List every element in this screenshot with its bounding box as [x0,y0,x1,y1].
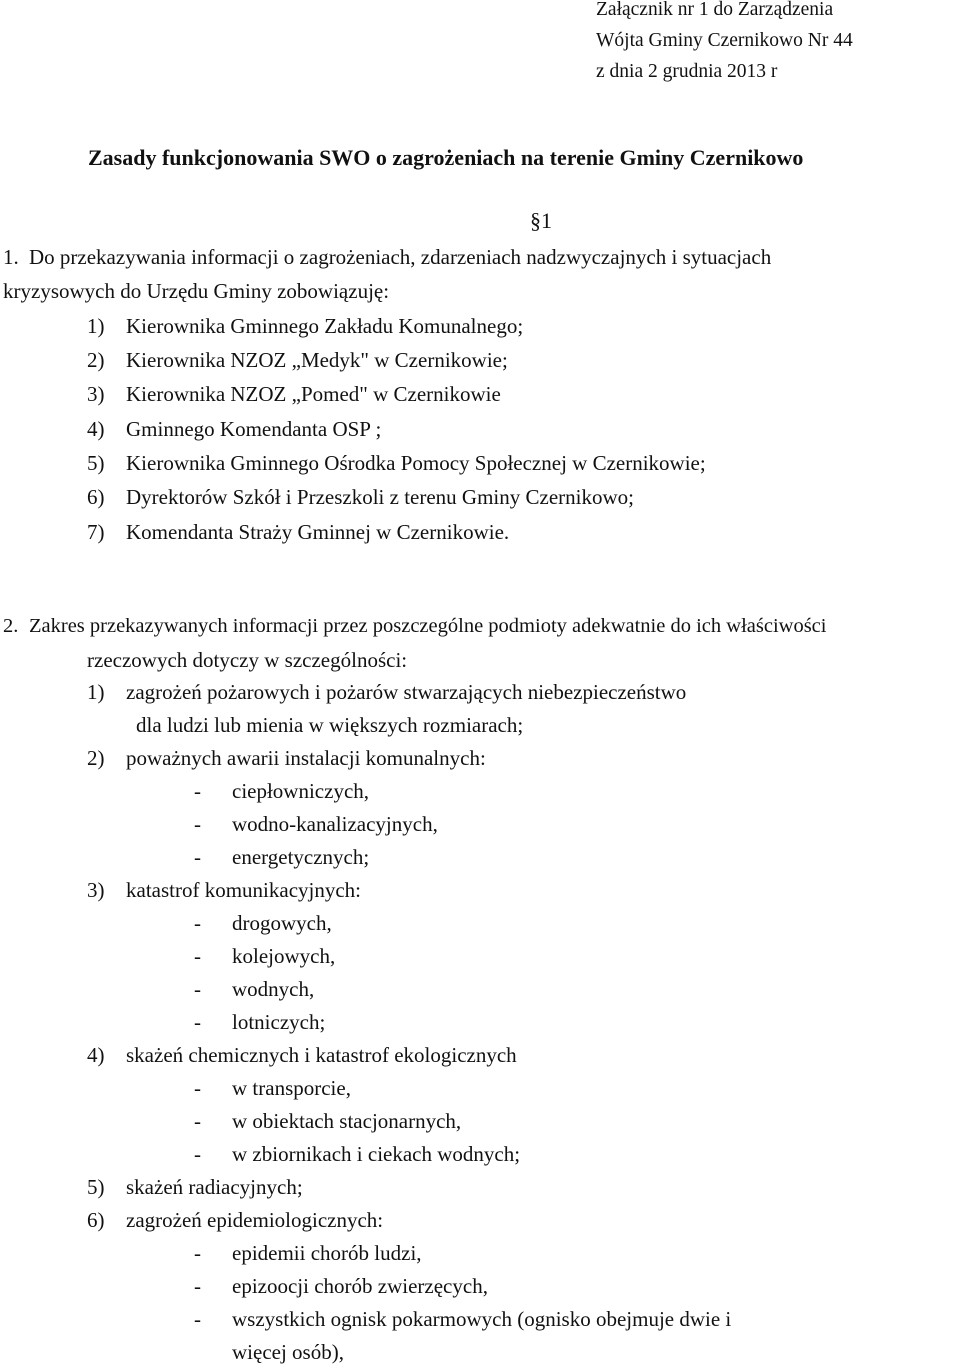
list-item: 5) skażeń radiacyjnych; [87,1175,303,1199]
list-item-continuation: dla ludzi lub mienia w większych rozmiarach; [136,713,524,737]
sub-list-item: - w transporcie, [194,1076,351,1100]
list-item: 3) katastrof komunikacyjnych: [87,878,362,902]
sub-list-item: - lotniczych; [194,1010,326,1034]
paragraph-1-line-2: kryzysowych do Urzędu Gminy zobowiązuję: [3,279,390,303]
sub-list-item: - epizoocji chorób zwierzęcych, [194,1274,488,1298]
list-item: 1) zagrożeń pożarowych i pożarów stwarzających niebezpieczeństwo [87,680,687,704]
list-item: 7) Komendanta Straży Gminnej w Czernikowie. [87,520,510,544]
list-item: 6) Dyrektorów Szkół i Przeszkoli z terenu Gminy Czernikowo; [87,485,634,509]
sub-list-item: - wszystkich ognisk pokarmowych (ognisko obejmuje dwie i [194,1307,732,1331]
sub-list-item: - epidemii chorób ludzi, [194,1241,422,1265]
paragraph-1-number: 1. [3,245,19,269]
sub-list-item: - drogowych, [194,911,332,935]
paragraph-2-line-1: 2. Zakres przekazywanych informacji przez poszczególne podmioty adekwatnie do ich właściwości [3,615,827,637]
sub-list-item: - kolejowych, [194,944,336,968]
header-line-3: z dnia 2 grudnia 2013 r [596,61,778,82]
sub-list-item: - w zbiornikach i ciekach wodnych; [194,1142,521,1166]
list-item: 3) Kierownika NZOZ „Pomed" w Czernikowie [87,382,501,406]
sub-list-item: - ciepłowniczych, [194,779,370,803]
list-item: 2) poważnych awarii instalacji komunalnych: [87,746,486,770]
paragraph-1-line-1: 1. Do przekazywania informacji o zagrożeniach, zdarzeniach nadzwyczajnych i sytuacjach [3,245,772,269]
list-item: 6) zagrożeń epidemiologicznych: [87,1208,384,1232]
sub-list-item: - w obiektach stacjonarnych, [194,1109,462,1133]
list-item: 2) Kierownika NZOZ „Medyk" w Czernikowie; [87,348,508,372]
list-item: 4) skażeń chemicznych i katastrof ekologicznych [87,1043,517,1067]
list-item: 1) Kierownika Gminnego Zakładu Komunalnego; [87,314,524,338]
paragraph-2-line-2: rzeczowych dotyczy w szczególności: [87,648,408,672]
list-item: 4) Gminnego Komendanta OSP ; [87,417,382,441]
list-item: 5) Kierownika Gminnego Ośrodka Pomocy Społecznej w Czernikowie; [87,451,706,475]
header-line-1: Załącznik nr 1 do Zarządzenia [596,0,834,20]
document-title: Zasady funkcjonowania SWO o zagrożeniach na terenie Gminy Czernikowo [88,145,804,170]
sub-list-item-continuation: więcej osób), [232,1340,344,1364]
sub-list-item: - wodno-kanalizacyjnych, [194,812,438,836]
paragraph-2-number: 2. [3,615,19,637]
sub-list-item: - energetycznych; [194,845,370,869]
header-line-2: Wójta Gminy Czernikowo Nr 44 [596,30,853,51]
section-marker: §1 [530,208,552,233]
sub-list-item: - wodnych, [194,977,315,1001]
